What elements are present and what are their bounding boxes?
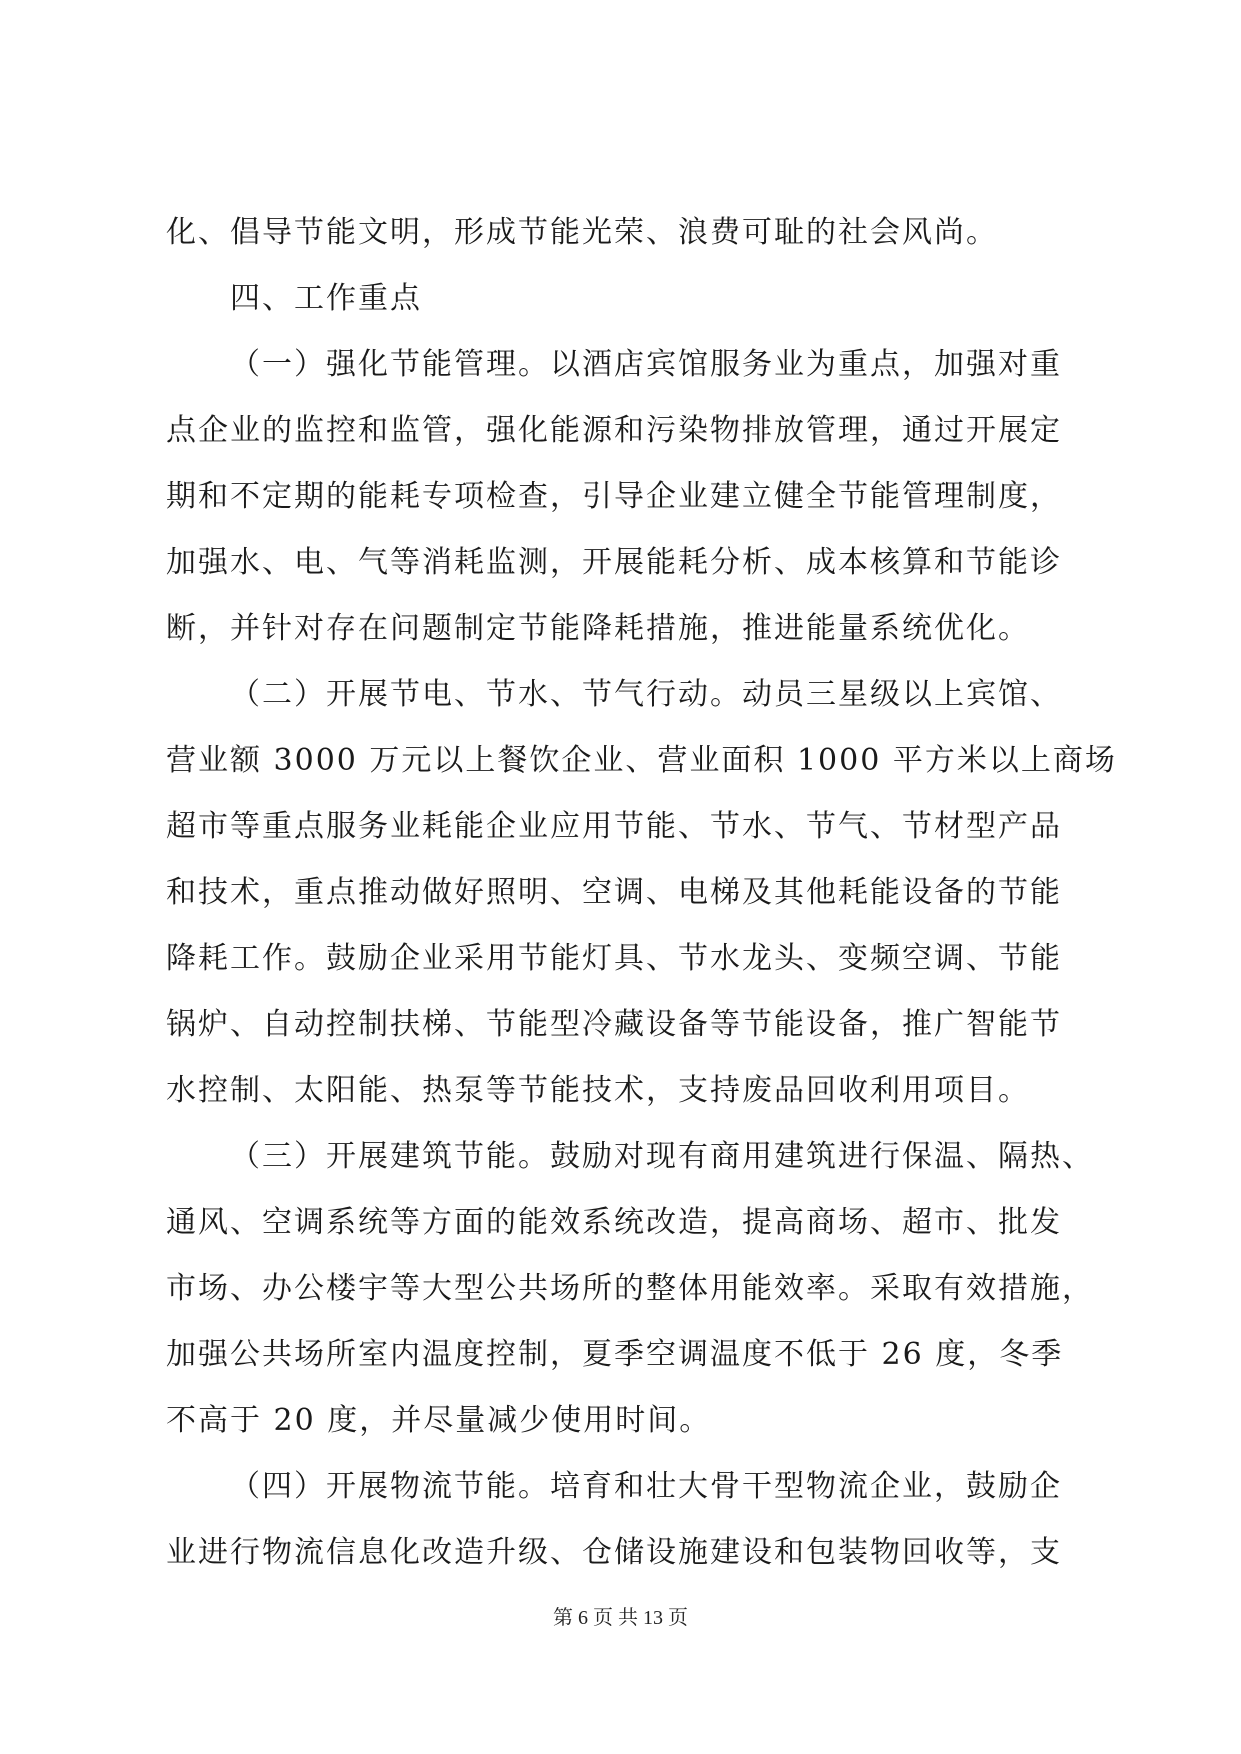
text-line: 锅炉、自动控制扶梯、节能型冷藏设备等节能设备，推广智能节 — [166, 1007, 1062, 1042]
text-line: 加强水、电、气等消耗监测，开展能耗分析、成本核算和节能诊 — [166, 545, 1062, 580]
text-line: 市场、办公楼宇等大型公共场所的整体用能效率。采取有效措施， — [166, 1271, 1094, 1306]
text-line: 超市等重点服务业耗能企业应用节能、节水、节气、节材型产品 — [166, 809, 1062, 844]
text-line: 期和不定期的能耗专项检查，引导企业建立健全节能管理制度， — [166, 479, 1062, 514]
text-line: （二）开展节电、节水、节气行动。动员三星级以上宾馆、 — [230, 677, 1062, 712]
text-line: （一）强化节能管理。以酒店宾馆服务业为重点，加强对重 — [230, 347, 1062, 382]
text-line: 点企业的监控和监管，强化能源和污染物排放管理，通过开展定 — [166, 413, 1062, 448]
text-line: 营业额 3000 万元以上餐饮企业、营业面积 1000 平方米以上商场 — [166, 743, 1117, 778]
text-line: 化、倡导节能文明，形成节能光荣、浪费可耻的社会风尚。 — [166, 215, 998, 250]
text-line: 业进行物流信息化改造升级、仓储设施建设和包装物回收等，支 — [166, 1535, 1062, 1570]
text-line: （四）开展物流节能。培育和壮大骨干型物流企业，鼓励企 — [230, 1469, 1062, 1504]
text-line: 通风、空调系统等方面的能效系统改造，提高商场、超市、批发 — [166, 1205, 1062, 1240]
document-body — [166, 200, 1117, 1586]
text-line: 加强公共场所室内温度控制，夏季空调温度不低于 26 度，冬季 — [166, 1337, 1064, 1372]
text-line: 断，并针对存在问题制定节能降耗措施，推进能量系统优化。 — [166, 611, 1030, 646]
text-line: 不高于 20 度，并尽量减少使用时间。 — [166, 1403, 712, 1438]
text-line: 和技术，重点推动做好照明、空调、电梯及其他耗能设备的节能 — [166, 875, 1062, 910]
text-line: 水控制、太阳能、热泵等节能技术，支持废品回收利用项目。 — [166, 1073, 1030, 1108]
text-line: 降耗工作。鼓励企业采用节能灯具、节水龙头、变频空调、节能 — [166, 941, 1062, 976]
text-line: （三）开展建筑节能。鼓励对现有商用建筑进行保温、隔热、 — [230, 1139, 1094, 1174]
section-heading: 四、工作重点 — [230, 281, 422, 316]
page-number-footer: 第 6 页 共 13 页 — [553, 1607, 688, 1629]
